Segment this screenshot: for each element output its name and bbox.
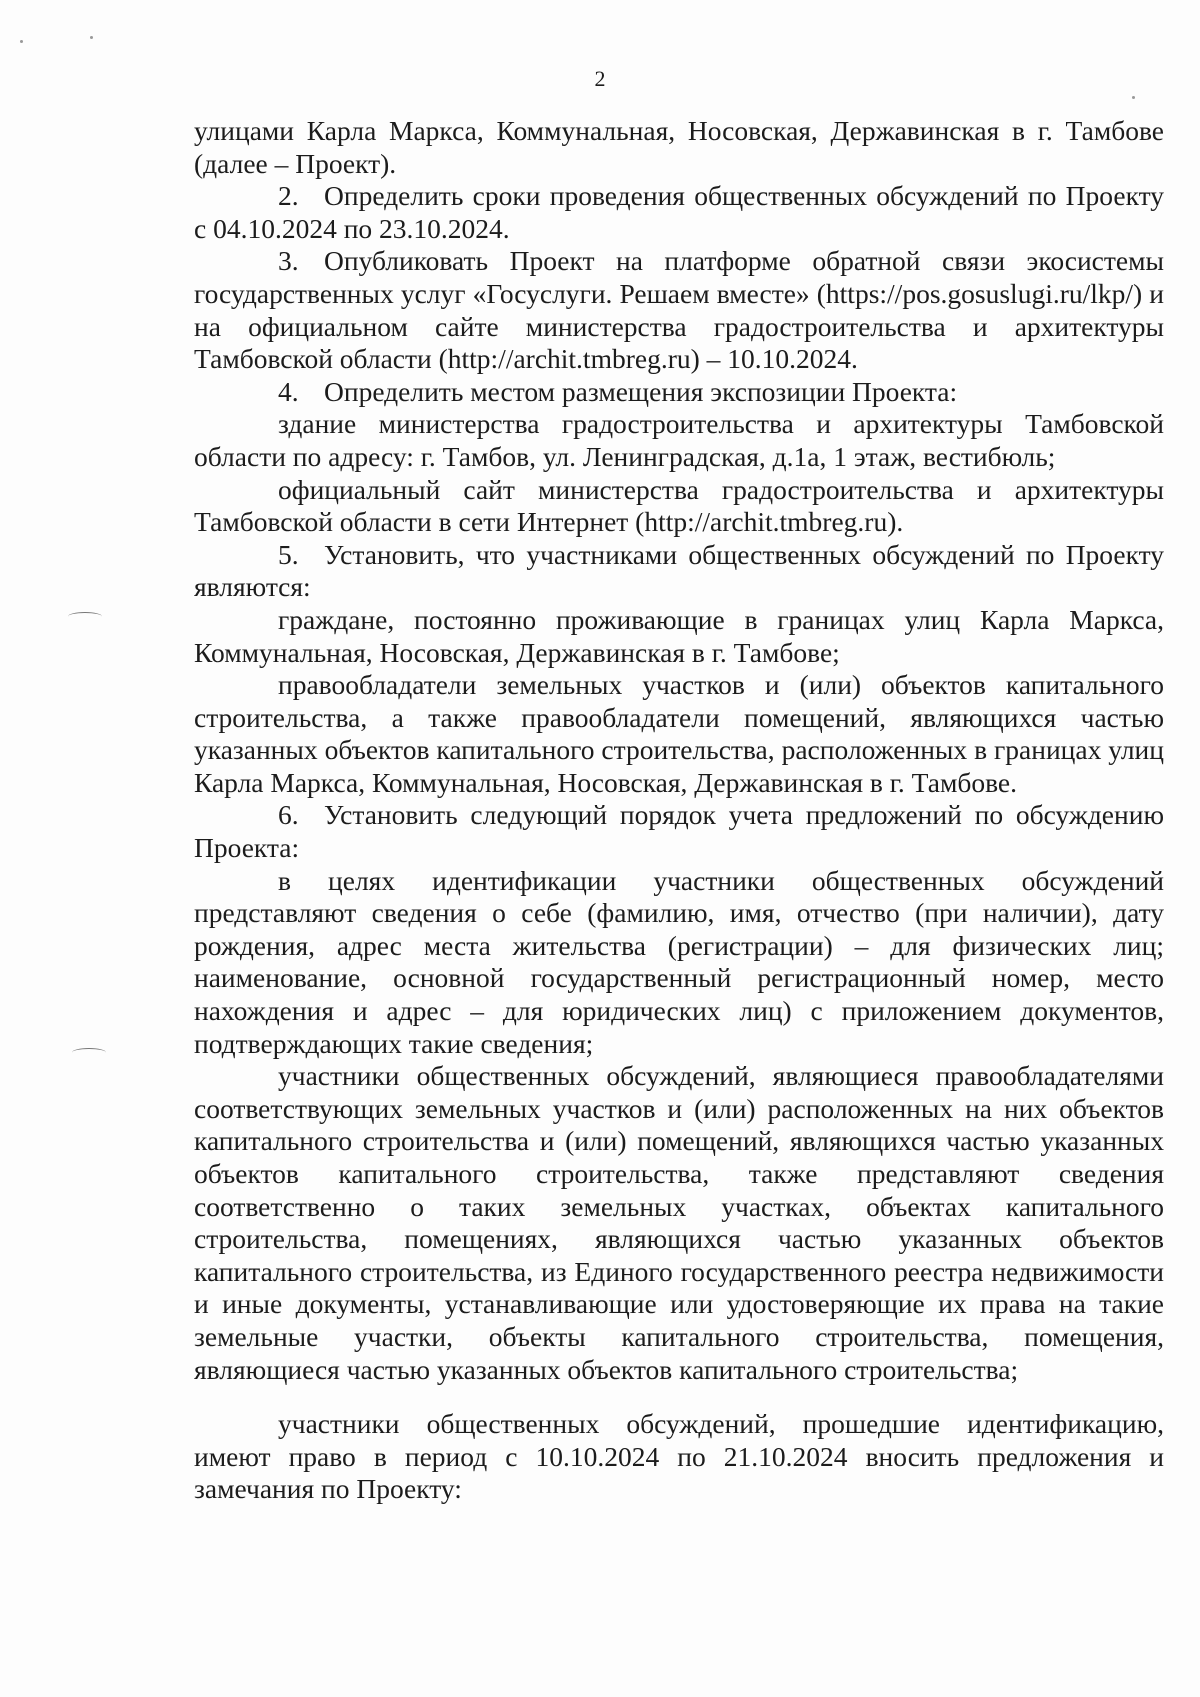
- numbered-item: [194, 245, 1164, 375]
- paragraph: [194, 474, 1164, 539]
- paragraph-text: участники общественных обсуждений, прошедшие идентификацию, имеют право в период с 10.10.2024 по 21.10.2024 вносить предложения и замечания по Проекту:: [194, 1408, 1164, 1505]
- numbered-item: [194, 180, 1164, 245]
- item-number: 5.: [278, 538, 299, 570]
- page-number: 2: [594, 66, 606, 91]
- paragraph: [194, 1060, 1164, 1386]
- item-number: 6.: [278, 799, 299, 831]
- numbered-item: [194, 539, 1164, 604]
- scan-artifact: [68, 612, 102, 621]
- paragraph-text: Опубликовать Проект на платформе обратной связи экосистемы государственных услуг «Госуслуги. Решаем вместе» (https://pos.gosuslugi.ru/lkp/) и на официальном сайте министерства градостроительства и архитектуры Тамбовской области (http://archit.tmbreg.ru) – 10.10.2024.: [194, 245, 1164, 375]
- paragraph: [194, 408, 1164, 473]
- numbered-item: [194, 799, 1164, 864]
- paragraph-text: Установить, что участниками общественных обсуждений по Проекту являются:: [194, 538, 1164, 603]
- paragraph-text: улицами Карла Маркса, Коммунальная, Носовская, Державинская в г. Тамбове (далее – Проект).: [194, 115, 1164, 179]
- paragraph-text: участники общественных обсуждений, являющиеся правообладателями соответствующих земельных участков и (или) расположенных на них объектов капитального строительства и (или) помещений, являющихся частью указанных объектов капитального строительства, также представляют сведения соответственно о таких земельных участках, объектах капитального строительства, помещениях, являющихся частью указанных объектов капитального строительства, из Единого государственного реестра недвижимости и иные документы, устанавливающие или удостоверяющие их права на такие земельные участки, объекты капитального строительства, помещения, являющиеся частью указанных объектов капитального строительства;: [194, 1060, 1164, 1385]
- paragraph-continuation: [194, 115, 1164, 180]
- numbered-item: [194, 376, 1164, 409]
- paragraph-text: Определить местом размещения экспозиции Проекта:: [324, 375, 958, 407]
- item-number: 4.: [278, 375, 299, 407]
- scan-speck: [90, 36, 93, 39]
- paragraph: [194, 669, 1164, 799]
- paragraph: [194, 865, 1164, 1061]
- paragraph-text: официальный сайт министерства градостроительства и архитектуры Тамбовской области в сети Интернет (http://archit.tmbreg.ru).: [194, 473, 1164, 538]
- document-body: [194, 115, 1164, 1506]
- item-number: 2.: [278, 180, 299, 212]
- paragraph-text: в целях идентификации участники общественных обсуждений представляют сведения о себе (фамилию, имя, отчество (при наличии), дату рождения, адрес места жительства (регистрации) – для физических лиц; наименование, основной государственный регистрационный номер, место нахождения и адрес – для юридических лиц) с приложением документов, подтверждающих такие сведения;: [194, 864, 1164, 1059]
- paragraph-text: Определить сроки проведения общественных обсуждений по Проекту с 04.10.2024 по 23.10.2024.: [194, 180, 1164, 244]
- paragraph-text: правообладатели земельных участков и (или) объектов капитального строительства, а также правообладатели помещений, являющихся частью указанных объектов капитального строительства, расположенных в границах улиц Карла Маркса, Коммунальная, Носовская, Державинская в г. Тамбове.: [194, 669, 1164, 798]
- paragraph: [194, 1408, 1164, 1506]
- paragraph-text: граждане, постоянно проживающие в границах улиц Карла Маркса, Коммунальная, Носовская, Державинская в г. Тамбове;: [194, 603, 1164, 668]
- item-number: 3.: [278, 245, 299, 277]
- scan-speck: [20, 40, 23, 43]
- paragraph: [194, 604, 1164, 669]
- paragraph-text: здание министерства градостроительства и архитектуры Тамбовской области по адресу: г. Тамбов, ул. Ленинградская, д.1а, 1 этаж, вестибюль;: [194, 408, 1164, 472]
- scan-artifact: [72, 1048, 106, 1057]
- paragraph-text: Установить следующий порядок учета предложений по обсуждению Проекта:: [194, 799, 1164, 864]
- scan-speck: [1132, 96, 1135, 99]
